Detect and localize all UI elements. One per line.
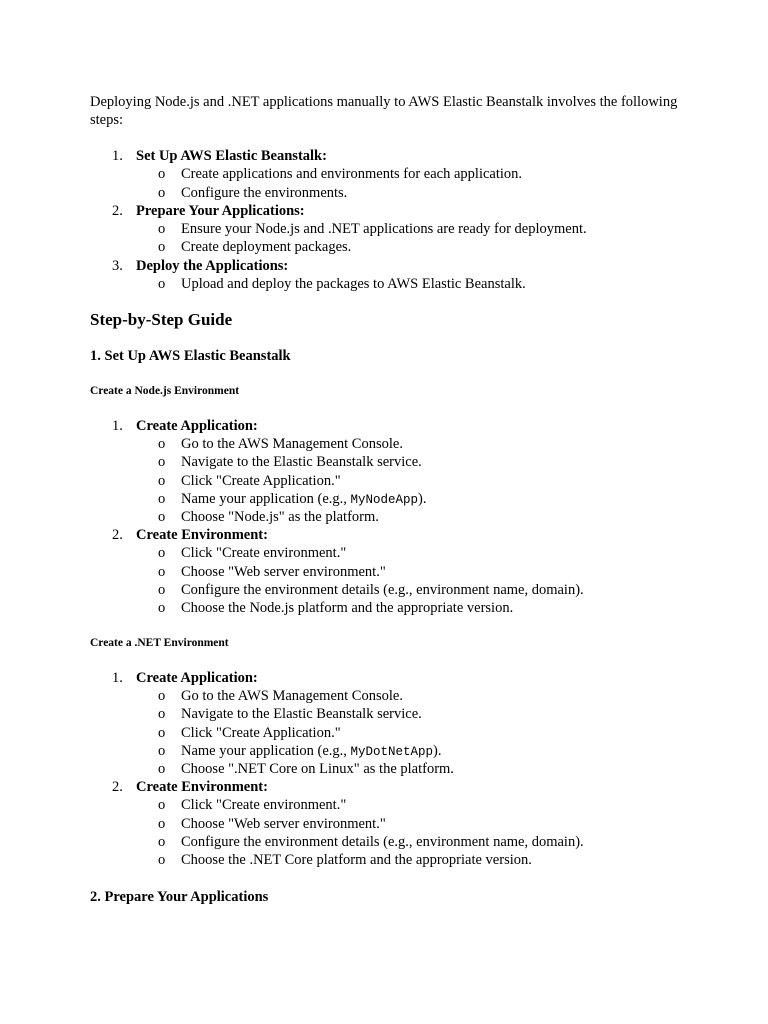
step-title: Create Environment: — [136, 779, 268, 796]
step-title: Create Environment: — [136, 527, 268, 544]
list-item — [0, 581, 768, 599]
step-title: Deploy the Applications: — [136, 257, 289, 274]
bullet-marker: o — [158, 508, 166, 525]
list-item — [0, 275, 768, 293]
bullet-text: Click "Create Application." — [181, 472, 341, 489]
list-item — [0, 184, 768, 202]
bullet-marker: o — [158, 760, 166, 777]
bullet-text-post: ). — [433, 742, 442, 759]
list-item — [0, 669, 768, 687]
list-item — [0, 202, 768, 220]
guide-heading: Step-by-Step Guide — [90, 310, 233, 329]
bullet-text: Upload and deploy the packages to AWS Elastic Beanstalk. — [181, 276, 526, 293]
dotnet-steps-list — [0, 669, 768, 869]
bullet-marker: o — [158, 706, 166, 723]
step-title: Create Application: — [136, 670, 258, 686]
bullet-text: Navigate to the Elastic Beanstalk service. — [181, 706, 422, 723]
bullet-text: Choose ".NET Core on Linux" as the platform. — [181, 760, 454, 777]
list-item — [0, 778, 768, 796]
step-title: Set Up AWS Elastic Beanstalk: — [136, 148, 327, 164]
list-item — [0, 165, 768, 183]
bullet-text: Configure the environment details (e.g., environment name, domain). — [181, 581, 584, 598]
bullet-text — [181, 490, 427, 509]
app-name-code: MyDotNetApp — [350, 744, 434, 759]
bullet-marker: o — [158, 472, 166, 489]
bullet-text-pre: Name your application (e.g., — [181, 742, 351, 759]
step-number: 2. — [112, 202, 123, 219]
bullet-marker: o — [158, 599, 166, 616]
bullet-marker: o — [158, 815, 166, 832]
list-item — [0, 705, 768, 723]
bullet-text: Ensure your Node.js and .NET applications are ready for deployment. — [181, 221, 587, 238]
bullet-text: Choose "Web server environment." — [181, 563, 386, 580]
bullet-marker: o — [158, 436, 166, 453]
bullet-marker: o — [158, 851, 166, 868]
bullet-marker: o — [158, 724, 166, 741]
bullet-marker: o — [158, 239, 166, 256]
list-item — [0, 760, 768, 778]
bullet-marker: o — [158, 454, 166, 471]
list-item — [0, 599, 768, 617]
step-number: 3. — [112, 257, 123, 274]
section2-heading: 2. Prepare Your Applications — [90, 889, 269, 905]
bullet-text: Navigate to the Elastic Beanstalk service. — [181, 454, 422, 471]
bullet-marker: o — [158, 742, 166, 759]
bullet-marker: o — [158, 581, 166, 598]
step-number: 2. — [112, 779, 123, 796]
list-item — [0, 220, 768, 238]
bullet-marker: o — [158, 166, 166, 183]
list-item — [0, 851, 768, 869]
list-item — [0, 563, 768, 581]
bullet-marker: o — [158, 833, 166, 850]
list-item — [0, 257, 768, 275]
node-env-heading: Create a Node.js Environment — [90, 385, 240, 397]
bullet-text: Click "Create environment." — [181, 545, 347, 562]
bullet-marker: o — [158, 276, 166, 293]
list-item — [0, 508, 768, 526]
step-title: Create Application: — [136, 418, 258, 434]
bullet-text: Click "Create Application." — [181, 724, 341, 741]
bullet-text-pre: Name your application (e.g., — [181, 490, 351, 507]
list-item — [0, 833, 768, 851]
app-name-code: MyNodeApp — [350, 492, 419, 507]
list-item — [0, 815, 768, 833]
bullet-marker: o — [158, 221, 166, 238]
section1-heading: 1. Set Up AWS Elastic Beanstalk — [90, 348, 291, 364]
bullet-text: Create applications and environments for each application. — [181, 166, 523, 183]
bullet-text: Go to the AWS Management Console. — [181, 688, 403, 705]
bullet-text: Configure the environments. — [181, 184, 348, 201]
intro-paragraph: Deploying Node.js and .NET applications manually to AWS Elastic Beanstalk involves the following steps: — [90, 94, 678, 128]
step-number: 2. — [112, 527, 123, 544]
list-item — [0, 544, 768, 562]
step-number: 1. — [112, 148, 123, 164]
bullet-text: Choose "Node.js" as the platform. — [181, 508, 379, 525]
list-item — [0, 453, 768, 471]
bullet-text: Configure the environment details (e.g., environment name, domain). — [181, 833, 584, 850]
bullet-text: Choose the Node.js platform and the appropriate version. — [181, 599, 514, 616]
bullet-text: Go to the AWS Management Console. — [181, 436, 403, 453]
list-item — [0, 742, 768, 760]
bullet-text: Click "Create environment." — [181, 797, 347, 814]
bullet-text: Create deployment packages. — [181, 239, 352, 256]
bullet-marker: o — [158, 688, 166, 705]
bullet-text: Choose the .NET Core platform and the appropriate version. — [181, 851, 532, 868]
list-item — [0, 435, 768, 453]
bullet-marker: o — [158, 563, 166, 580]
step-number: 1. — [112, 670, 123, 686]
bullet-marker: o — [158, 545, 166, 562]
list-item — [0, 490, 768, 508]
bullet-marker: o — [158, 490, 166, 507]
bullet-marker: o — [158, 184, 166, 201]
dotnet-env-heading: Create a .NET Environment — [90, 637, 229, 649]
overview-list — [0, 147, 768, 293]
list-item — [0, 417, 768, 435]
list-item — [0, 526, 768, 544]
step-title: Prepare Your Applications: — [136, 202, 305, 219]
list-item — [0, 796, 768, 814]
bullet-marker: o — [158, 797, 166, 814]
list-item — [0, 472, 768, 490]
step-number: 1. — [112, 418, 123, 434]
node-steps-list — [0, 417, 768, 617]
bullet-text-post: ). — [418, 490, 427, 507]
bullet-text: Choose "Web server environment." — [181, 815, 386, 832]
list-item — [0, 724, 768, 742]
bullet-text — [181, 742, 442, 761]
list-item — [0, 238, 768, 256]
list-item — [0, 687, 768, 705]
list-item — [0, 147, 768, 165]
